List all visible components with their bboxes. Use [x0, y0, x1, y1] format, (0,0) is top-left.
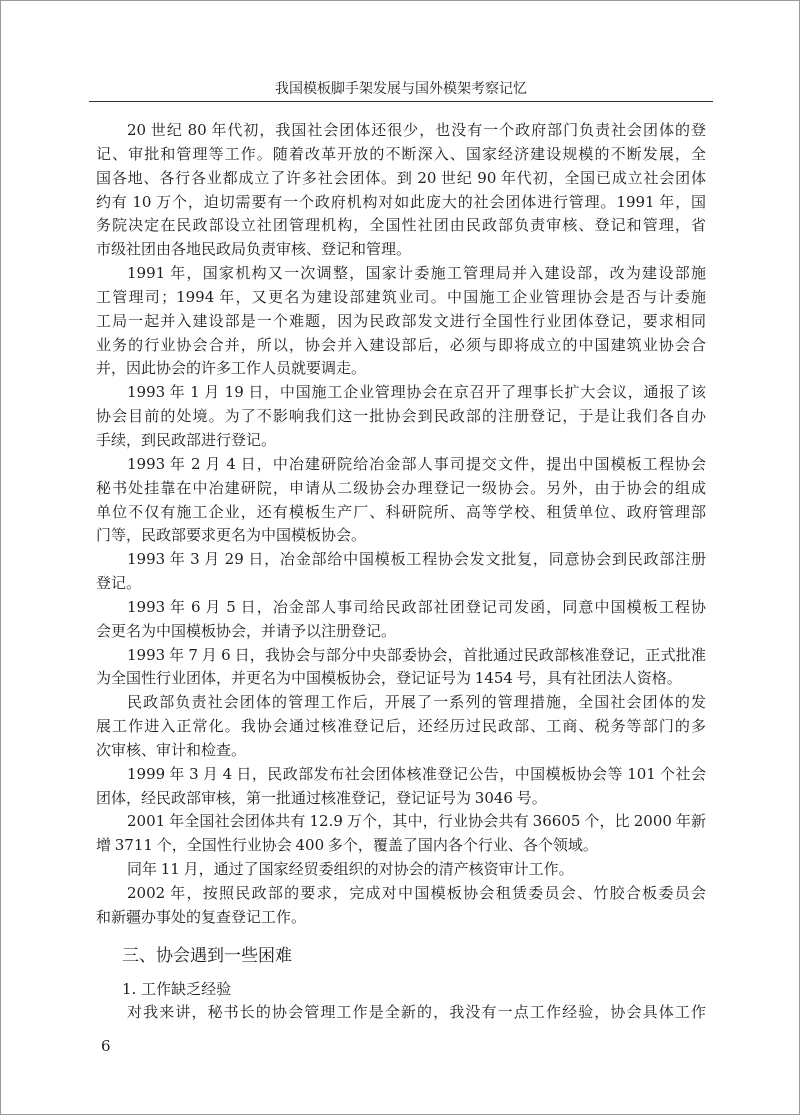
paragraph: [96, 262, 706, 381]
text-line: 并，因此协会的许多工作人员就要调走。: [96, 359, 367, 378]
paragraph: [96, 381, 706, 453]
text-line: 秘书处挂靠在中冶建研院，申请从二级协会办理登记一级协会。另外，由于协会的组成: [96, 478, 706, 497]
text-line: 市级社团由各地民政局负责审核、登记和管理。: [96, 240, 412, 259]
text-line: 次审核、审计和检查。: [96, 740, 247, 759]
paragraph: [96, 810, 706, 858]
text-line: 为全国性行业团体，并更名为中国模板协会，登记证号为 1454 号，具有社团法人资格。: [96, 669, 682, 688]
paragraph: [96, 763, 706, 811]
page-number: 6: [101, 1037, 111, 1055]
text-line: 和新疆办事处的复查登记工作。: [96, 907, 307, 926]
text-line: 1993 年 6 月 5 日，冶金部人事司给民政部社团登记司发函，同意中国模板工程协: [127, 597, 706, 616]
text-line: 团体，经民政部审核，第一批通过核准登记，登记证号为 3046 号。: [96, 788, 547, 807]
subsection-heading: 1. 工作缺乏经验: [122, 980, 232, 998]
text-line: 1999 年 3 月 4 日，民政部发布社会团体核准登记公告，中国模板协会等 101 个社会: [127, 764, 706, 783]
text-line: 登记。: [96, 574, 142, 593]
text-line: 1991 年，国家机构又一次调整，国家计委施工管理局并入建设部，改为建设部施: [127, 264, 706, 283]
text-line: 记、审批和管理等工作。随着改革开放的不断深入、国家经济建设规模的不断发展，全: [96, 144, 706, 163]
text-line: 民政部负责社会团体的管理工作后，开展了一系列的管理措施，全国社会团体的发: [127, 693, 706, 712]
section-block: [96, 941, 706, 1025]
text-line: 工管理司；1994 年，又更名为建设部建筑业司。中国施工企业管理协会是否与计委施: [96, 287, 706, 306]
text-line: 国各地、各行各业都成立了许多社会团体。到 20 世纪 90 年代初，全国已成立社会团体: [96, 168, 706, 187]
paragraph: [96, 644, 706, 692]
text-line: 2001 年全国社会团体共有 12.9 万个，其中，行业协会共有 36605 个，比 2000 年新: [127, 812, 706, 831]
text-line: 工局一起并入建设部是一个难题，因为民政部发文进行全国性行业团体登记，要求相同: [96, 311, 706, 330]
text-line: 同年 11 月，通过了国家经贸委组织的对协会的清产核资审计工作。: [127, 860, 574, 879]
running-header-title: 我国模板脚手架发展与国外模架考察记忆: [275, 81, 527, 97]
text-line: 业务的行业协会合并，所以，协会并入建设部后，必须与即将成立的中国建筑业协会合: [96, 335, 706, 354]
text-line: 务院决定在民政部设立社团管理机构，全国性社团由民政部负责审核、登记和管理，省: [96, 216, 706, 235]
text-line: 手续，到民政部进行登记。: [96, 430, 277, 449]
paragraph: [96, 596, 706, 644]
text-line: 会更名为中国模板协会，并请予以注册登记。: [96, 621, 397, 640]
paragraph: [96, 1001, 706, 1025]
text-line: 门等，民政部要求更名为中国模板协会。: [96, 526, 367, 545]
body-text: [96, 119, 706, 930]
text-line: 1993 年 7 月 6 日，我协会与部分中央部委协会，首批通过民政部核准登记，正式批准: [127, 645, 706, 664]
paragraph: [96, 691, 706, 763]
section-heading: 三、协会遇到一些困难: [122, 946, 292, 966]
paragraph: [96, 858, 706, 882]
paragraph: [96, 453, 706, 548]
header-rule: [89, 101, 713, 102]
text-line: 1993 年 3 月 29 日，冶金部给中国模板工程协会发文批复，同意协会到民政部注册: [127, 550, 706, 569]
text-line: 单位不仅有施工企业，还有模板生产厂、科研院所、高等学校、租赁单位、政府管理部: [96, 502, 706, 521]
text-line: 2002 年，按照民政部的要求，完成对中国模板协会租赁委员会、竹胶合板委员会: [127, 884, 706, 902]
paragraph: [96, 119, 706, 262]
text-line: 协会目前的处境。为了不影响我们这一批协会到民政部的注册登记，于是让我们各自办: [96, 407, 706, 426]
text-line: 20 世纪 80 年代初，我国社会团体还很少，也没有一个政府部门负责社会团体的登: [127, 121, 706, 139]
text-line: 1993 年 2 月 4 日，中冶建研院给冶金部人事司提交文件，提出中国模板工程协会: [127, 454, 706, 473]
text-line: 展工作进入正常化。我协会通过核准登记后，还经历过民政部、工商、税务等部门的多: [96, 717, 706, 736]
text-line: 约有 10 万个，迫切需要有一个政府机构对如此庞大的社会团体进行管理。1991 年，国: [96, 192, 706, 211]
paragraph: [96, 548, 706, 596]
text-line: 对我来讲，秘书长的协会管理工作是全新的，我没有一点工作经验，协会具体工作: [127, 1003, 706, 1021]
text-line: 1993 年 1 月 19 日，中国施工企业管理协会在京召开了理事长扩大会议，通报了该: [127, 383, 706, 402]
text-line: 增 3711 个，全国性行业协会 400 多个，覆盖了国内各个行业、各个领域。: [96, 836, 598, 855]
paragraph: [96, 882, 706, 930]
